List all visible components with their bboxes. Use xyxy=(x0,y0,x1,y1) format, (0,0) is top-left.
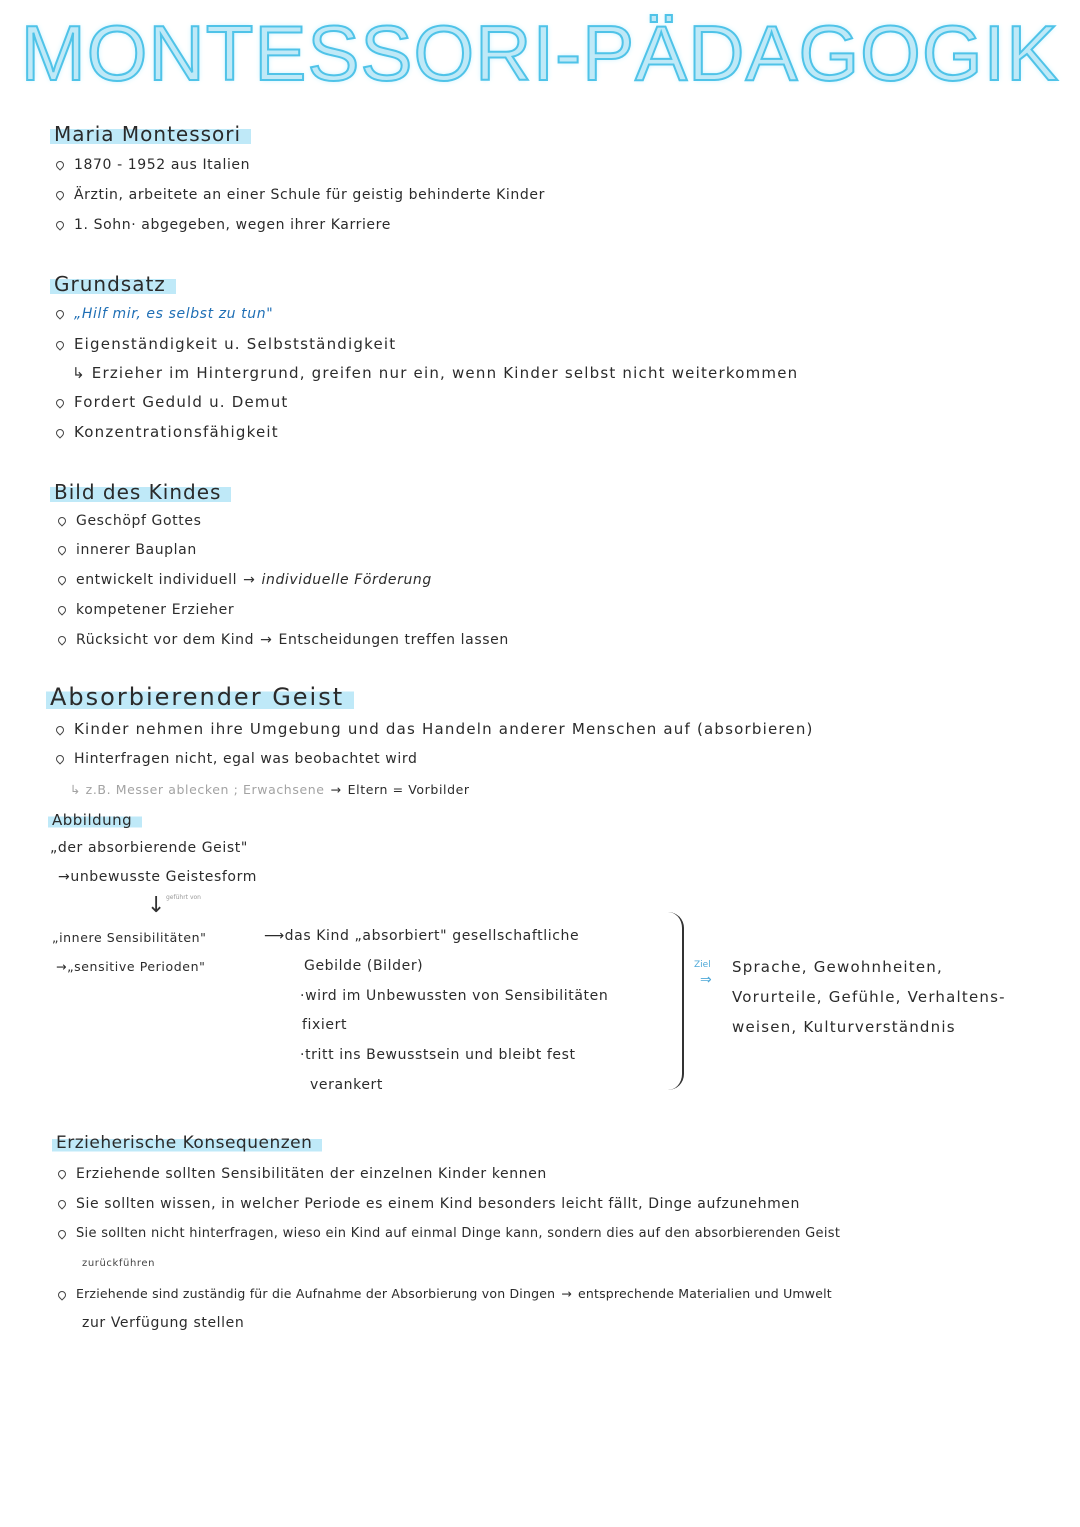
diagram-middle-line: fixiert xyxy=(302,1017,348,1033)
list-item-continuation: zurückführen xyxy=(82,1258,156,1269)
list-item: kompetener Erzieher xyxy=(58,602,234,618)
arrow-right-icon: ⟶ xyxy=(264,928,285,944)
list-item: Ärztin, arbeitete an einer Schule für geistig behinderte Kinder xyxy=(56,187,545,203)
ziel-label: Ziel xyxy=(694,960,711,970)
arrow-right-icon: → xyxy=(243,572,256,588)
diagram-right-line: weisen, Kulturverständnis xyxy=(732,1018,956,1036)
list-item: Sie sollten wissen, in welcher Periode es einem Kind besonders leicht fällt, Dinge aufzunehmen xyxy=(58,1196,800,1212)
arrow-right-icon: → xyxy=(56,959,68,974)
diagram-middle-line: ·wird im Unbewussten von Sensibilitäten xyxy=(300,988,609,1004)
bullet-icon xyxy=(56,1168,67,1179)
diagram-middle-line: ·tritt ins Bewusstsein und bleibt fest xyxy=(300,1047,576,1063)
list-item: Sie sollten nicht hinterfragen, wieso ein Kind auf einmal Dinge kann, sondern dies auf den absorbierenden Geist xyxy=(58,1226,840,1241)
list-item: Erziehende sollten Sensibilitäten der einzelnen Kinder kennen xyxy=(58,1166,547,1182)
list-item: Geschöpf Gottes xyxy=(58,513,201,529)
bullet-icon xyxy=(54,427,65,438)
heading-abbildung: Abbildung xyxy=(48,811,142,829)
list-item: Rücksicht vor dem Kind → Entscheidungen treffen lassen xyxy=(58,632,509,648)
list-item: entwickelt individuell → individuelle Förderung xyxy=(58,572,432,588)
list-item: Kinder nehmen ihre Umgebung und das Handeln anderer Menschen auf (absorbieren) xyxy=(56,720,814,738)
arrow-right-icon: → xyxy=(561,1286,572,1301)
heading-absorbierender-geist: Absorbierender Geist xyxy=(46,683,354,711)
heading-erzieherische-konsequenzen: Erzieherische Konsequenzen xyxy=(52,1133,322,1153)
diagram-middle-line: verankert xyxy=(310,1077,383,1093)
list-item: 1. Sohn· abgegeben, wegen ihrer Karriere xyxy=(56,217,391,233)
diagram-form: →unbewusste Geistesform xyxy=(58,869,257,885)
list-item-continuation: zur Verfügung stellen xyxy=(82,1315,245,1331)
bullet-icon xyxy=(56,544,67,555)
diagram-left-line: →„sensitive Perioden" xyxy=(56,959,206,974)
list-item: Hinterfragen nicht, egal was beobachtet wird xyxy=(56,751,417,767)
bullet-icon xyxy=(56,515,67,526)
list-item: „Hilf mir, es selbst zu tun" xyxy=(56,306,273,322)
diagram-right-line: Vorurteile, Gefühle, Verhaltens- xyxy=(732,988,1006,1006)
list-item: innerer Bauplan xyxy=(58,542,197,558)
bullet-icon xyxy=(56,604,67,615)
heading-maria-montessori: Maria Montessori xyxy=(50,122,251,146)
arrow-right-icon: → xyxy=(330,782,342,797)
return-arrow-icon: ↳ xyxy=(72,364,86,382)
list-item: Erziehende sind zuständig für die Aufnahme der Absorbierung von Dingen → entsprechende Materialien und Umwelt xyxy=(58,1286,832,1301)
diagram-middle-line: Gebilde (Bilder) xyxy=(304,958,424,974)
diagram-right-line: Sprache, Gewohnheiten, xyxy=(732,958,943,976)
bullet-icon xyxy=(54,308,65,319)
bullet-icon xyxy=(54,219,65,230)
bullet-icon xyxy=(56,574,67,585)
bullet-icon xyxy=(54,753,65,764)
bullet-icon xyxy=(54,339,65,350)
bullet-icon xyxy=(54,159,65,170)
bullet-icon xyxy=(56,1289,67,1300)
diagram-left-line: „innere Sensibilitäten" xyxy=(52,930,207,945)
arrow-right-icon: → xyxy=(58,869,71,885)
list-item: 1870 - 1952 aus Italien xyxy=(56,157,250,173)
bullet-icon xyxy=(56,1228,67,1239)
heading-grundsatz: Grundsatz xyxy=(50,272,176,296)
bullet-icon xyxy=(54,724,65,735)
heading-bild-des-kindes: Bild des Kindes xyxy=(50,480,231,504)
bullet-icon xyxy=(54,397,65,408)
bullet-icon xyxy=(54,189,65,200)
list-item: Fordert Geduld u. Demut xyxy=(56,393,289,411)
list-item: Eigenständigkeit u. Selbstständigkeit xyxy=(56,335,396,353)
diagram-small-note: geführt von xyxy=(166,894,201,901)
bullet-icon xyxy=(56,634,67,645)
diagram-middle-line: ⟶das Kind „absorbiert" gesellschaftliche xyxy=(264,928,580,944)
arrow-down-icon: ↓ xyxy=(147,893,166,918)
arrow-right-icon: → xyxy=(260,632,273,648)
bullet-icon xyxy=(56,1198,67,1209)
example-line: ↳ z.B. Messer ablecken ; Erwachsene → Eltern = Vorbilder xyxy=(70,782,470,797)
list-item: Konzentrationsfähigkeit xyxy=(56,423,279,441)
return-arrow-icon: ↳ xyxy=(70,782,86,797)
curly-brace-icon xyxy=(668,912,684,1090)
list-item: ↳ Erzieher im Hintergrund, greifen nur ein, wenn Kinder selbst nicht weiterkommen xyxy=(72,364,799,382)
page-title: MONTESSORI-PÄDAGOGIK xyxy=(20,9,1060,97)
diagram-label: „der absorbierende Geist" xyxy=(50,840,248,856)
double-arrow-icon: ⇒ xyxy=(700,972,712,988)
